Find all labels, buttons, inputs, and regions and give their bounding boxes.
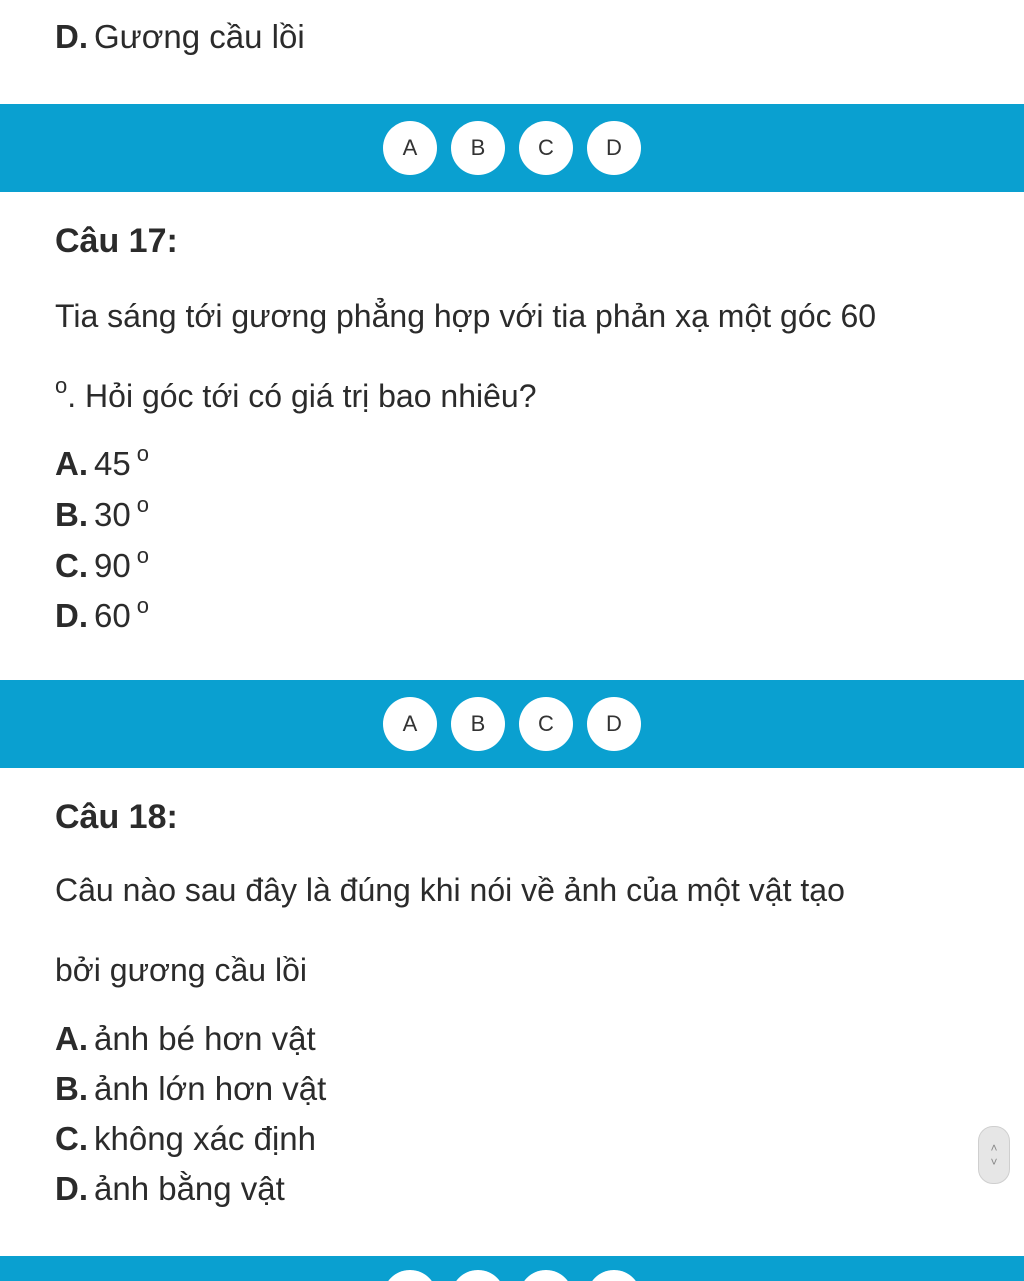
answer-button-d[interactable] <box>587 1270 641 1281</box>
chevron-down-icon: ˅ <box>990 1155 998 1169</box>
answer-button-a[interactable]: A <box>383 697 437 751</box>
answer-button-b[interactable]: B <box>451 697 505 751</box>
option-text: ảnh lớn hơn vật <box>94 1070 327 1107</box>
option-a <box>55 1020 316 1058</box>
option-text: ảnh bằng vật <box>94 1170 285 1207</box>
option-text: 60 <box>94 597 131 634</box>
option-c <box>55 1120 316 1158</box>
option-b <box>55 492 149 534</box>
degree-mark: o <box>136 441 149 466</box>
option-text: 30 <box>94 496 131 533</box>
option-letter: A. <box>55 445 88 482</box>
question-line-1: Câu nào sau đây là đúng khi nói về ảnh của một vật tạo <box>55 872 845 908</box>
question-title: Câu 18: <box>55 798 178 836</box>
answer-button-a[interactable]: A <box>383 121 437 175</box>
option-letter: D. <box>55 1170 88 1207</box>
degree-mark: o <box>136 543 149 568</box>
option-d <box>55 593 149 635</box>
answer-button-a[interactable] <box>383 1270 437 1281</box>
degree-mark: o <box>136 593 149 618</box>
question-line-2: bởi gương cầu lồi <box>55 952 307 988</box>
option-text: không xác định <box>94 1120 316 1157</box>
question-text <box>55 276 975 440</box>
option-letter: D. <box>55 18 88 55</box>
answer-bar <box>0 680 1024 768</box>
answer-button-b[interactable] <box>451 1270 505 1281</box>
option-d <box>55 1170 285 1208</box>
option-text: ảnh bé hơn vật <box>94 1020 316 1057</box>
answer-button-b[interactable]: B <box>451 121 505 175</box>
option-text: 90 <box>94 547 131 584</box>
question-line-1: Tia sáng tới gương phẳng hợp với tia phản xạ một góc 60 <box>55 298 877 334</box>
answer-bar <box>0 1256 1024 1281</box>
question-title: Câu 17: <box>55 222 178 260</box>
answer-button-c[interactable]: C <box>519 121 573 175</box>
question-text <box>55 850 975 1010</box>
chevron-up-icon: ˄ <box>990 1141 998 1155</box>
answer-button-c[interactable]: C <box>519 697 573 751</box>
answer-button-d[interactable]: D <box>587 697 641 751</box>
prev-option-d <box>55 18 305 56</box>
option-letter: C. <box>55 1120 88 1157</box>
option-text: Gương cầu lồi <box>94 18 305 55</box>
answer-bar <box>0 104 1024 192</box>
option-letter: C. <box>55 547 88 584</box>
option-letter: B. <box>55 1070 88 1107</box>
option-letter: D. <box>55 597 88 634</box>
scrollbar-thumb[interactable] <box>978 1126 1010 1184</box>
option-b <box>55 1070 326 1108</box>
option-c <box>55 543 149 585</box>
question-line-2: . Hỏi góc tới có giá trị bao nhiêu? <box>67 378 537 414</box>
option-letter: A. <box>55 1020 88 1057</box>
degree-mark: o <box>55 373 68 398</box>
option-text: 45 <box>94 445 131 482</box>
option-letter: B. <box>55 496 88 533</box>
answer-button-c[interactable] <box>519 1270 573 1281</box>
option-a <box>55 441 149 483</box>
degree-mark: o <box>136 492 149 517</box>
answer-button-d[interactable]: D <box>587 121 641 175</box>
